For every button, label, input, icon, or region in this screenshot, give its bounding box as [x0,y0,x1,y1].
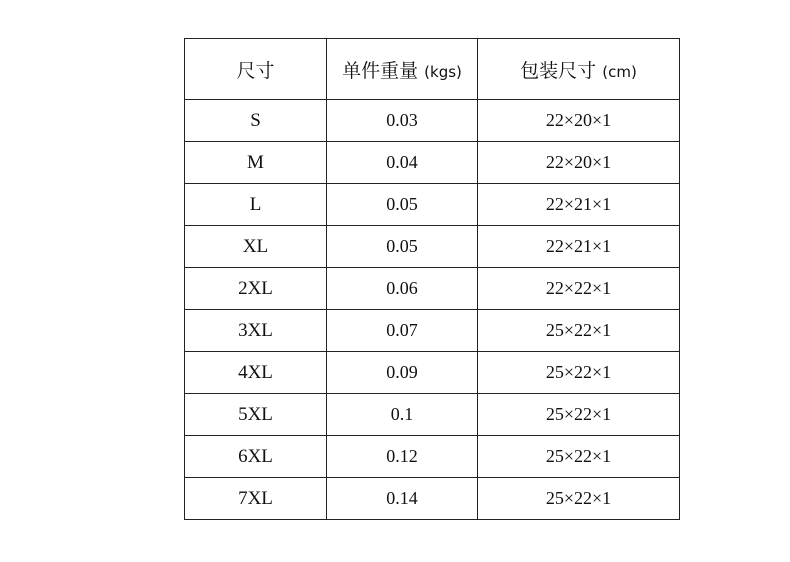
header-package [478,39,680,100]
package-cell: 25×22×1 [478,352,680,394]
package-cell: 25×22×1 [478,394,680,436]
table-row [185,268,680,310]
size-chart-table [184,38,680,520]
weight-cell: 0.03 [327,100,478,142]
weight-cell: 0.07 [327,310,478,352]
size-cell: 2XL [185,268,327,310]
header-package-unit: (cm) [602,62,637,81]
size-cell: L [185,184,327,226]
size-cell: 5XL [185,394,327,436]
package-cell: 25×22×1 [478,478,680,520]
header-package-label: 包装尺寸 [520,59,597,82]
package-cell: 22×22×1 [478,268,680,310]
table-row [185,436,680,478]
size-cell: 4XL [185,352,327,394]
package-cell: 25×22×1 [478,310,680,352]
weight-cell: 0.05 [327,184,478,226]
size-cell: 3XL [185,310,327,352]
weight-cell: 0.05 [327,226,478,268]
size-cell: 6XL [185,436,327,478]
weight-cell: 0.06 [327,268,478,310]
header-weight [327,39,478,100]
weight-cell: 0.14 [327,478,478,520]
table-row [185,394,680,436]
package-cell: 22×21×1 [478,184,680,226]
header-weight-label: 单件重量 [342,59,419,82]
table-row [185,310,680,352]
package-cell: 25×22×1 [478,436,680,478]
weight-cell: 0.09 [327,352,478,394]
package-cell: 22×20×1 [478,142,680,184]
table-row [185,100,680,142]
weight-cell: 0.12 [327,436,478,478]
size-cell: XL [185,226,327,268]
header-row [185,39,680,100]
table-row [185,142,680,184]
table-row [185,352,680,394]
package-cell: 22×20×1 [478,100,680,142]
weight-cell: 0.1 [327,394,478,436]
header-weight-unit: (kgs) [424,62,462,81]
size-cell: S [185,100,327,142]
size-cell: M [185,142,327,184]
table-row [185,226,680,268]
package-cell: 22×21×1 [478,226,680,268]
table-row [185,184,680,226]
size-cell: 7XL [185,478,327,520]
header-size-label: 尺寸 [236,59,275,82]
table-row [185,478,680,520]
weight-cell: 0.04 [327,142,478,184]
header-size [185,39,327,100]
